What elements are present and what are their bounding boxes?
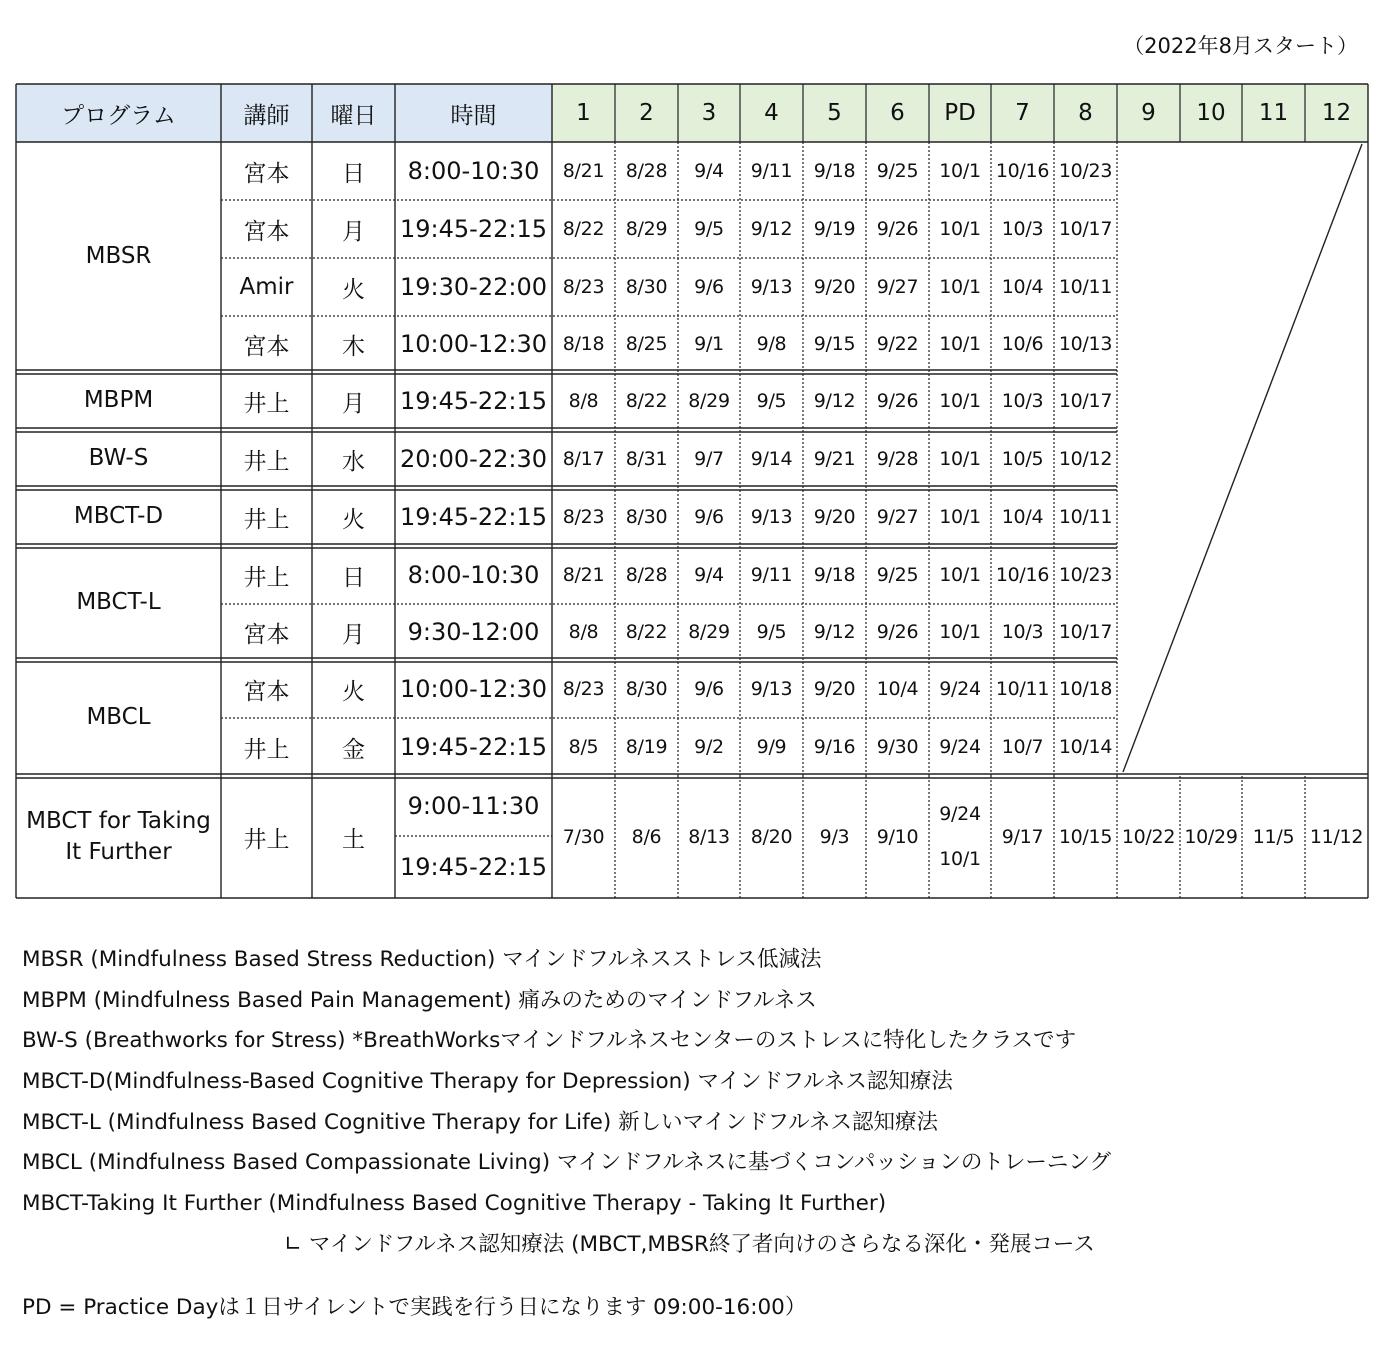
session-date-cell: 9/5 <box>694 218 724 240</box>
header-session-5: 5 <box>827 100 842 126</box>
session-date-cell: 9/13 <box>750 678 793 700</box>
session-date-cell: 8/6 <box>631 826 662 848</box>
weekday-cell: 火 <box>342 506 365 533</box>
program-name-mbcl: MBCL <box>86 704 151 731</box>
instructor-cell: 井上 <box>243 390 290 417</box>
time-cell: 8:00-10:30 <box>407 561 540 589</box>
program-name-mbpm: MBPM <box>83 387 154 414</box>
session-date-cell: 8/5 <box>568 736 599 758</box>
weekday-cell: 火 <box>342 276 365 303</box>
session-date-cell: 10/5 <box>1001 448 1044 470</box>
session-date-cell: 10/1 <box>939 160 981 182</box>
session-date-cell: 9/25 <box>876 160 919 182</box>
instructor-cell: 宮本 <box>243 218 290 245</box>
header-session-11: 11 <box>1258 100 1289 126</box>
instructor-cell: 井上 <box>243 564 290 591</box>
session-date-cell: 10/17 <box>1058 390 1113 412</box>
session-date-cell: 9/11 <box>750 160 793 182</box>
session-date-cell: 9/4 <box>694 160 724 182</box>
session-date-cell: 9/19 <box>813 218 856 240</box>
legend-line-mbct-d: MBCT-D(Mindfulness-Based Cognitive Therapy for Depression) マインドフルネス認知療法 <box>22 1069 953 1095</box>
session-date-cell: 8/22 <box>625 621 668 643</box>
legend-line-mbpm: MBPM (Mindfulness Based Pain Management) 痛みのためのマインドフルネス <box>22 987 817 1013</box>
session-date-cell: 9/24 <box>939 678 981 700</box>
session-date-cell: 9/26 <box>876 390 919 412</box>
session-date-cell: 9/18 <box>813 160 856 182</box>
header-session-9: 9 <box>1141 100 1156 126</box>
session-date-cell: 9/5 <box>756 621 787 643</box>
session-date-cell: 10/16 <box>995 564 1050 586</box>
session-date-cell: 11/5 <box>1252 826 1295 848</box>
session-date-cell: 10/1 <box>939 390 981 412</box>
session-date-cell: 8/13 <box>688 826 730 848</box>
weekday-cell: 日 <box>342 160 365 187</box>
header-session-1: 1 <box>576 100 591 126</box>
session-date-cell: 10/23 <box>1058 564 1113 586</box>
session-date-cell: 10/3 <box>1001 390 1044 412</box>
session-date-cell: 9/20 <box>813 678 856 700</box>
program-name-bw-s: BW-S <box>88 445 149 472</box>
instructor-cell: 宮本 <box>243 678 290 705</box>
time-cell: 19:45-22:15 <box>400 387 547 415</box>
time-cell: 9:00-11:30 <box>407 792 540 820</box>
session-date-cell: 10/3 <box>1001 218 1044 240</box>
header-session-10: 10 <box>1196 100 1226 126</box>
session-date-cell: 9/12 <box>813 390 856 412</box>
weekday-cell: 月 <box>342 218 365 245</box>
session-date-cell: 8/8 <box>568 390 599 412</box>
header-session-PD: PD <box>944 100 976 126</box>
session-date-cell: 9/17 <box>1001 826 1044 848</box>
header-session-4: 4 <box>764 100 779 126</box>
time-cell: 19:30-22:00 <box>400 273 547 301</box>
session-date-cell: 8/31 <box>625 448 668 470</box>
session-date-cell: 10/1 <box>939 621 981 643</box>
session-date-cell: 8/30 <box>625 276 668 298</box>
session-date-cell: 10/6 <box>1001 333 1044 355</box>
session-date-cell: 9/13 <box>750 276 793 298</box>
session-date-cell: 8/23 <box>562 678 605 700</box>
time-cell: 10:00-12:30 <box>400 675 547 703</box>
session-date-cell: 11/12 <box>1309 826 1364 848</box>
session-date-cell: 10/22 <box>1121 826 1176 848</box>
session-date-cell: 9/16 <box>813 736 856 758</box>
legend-line-mbcl: MBCL (Mindfulness Based Compassionate Living) マインドフルネスに基づくコンパッションのトレーニング <box>22 1150 1111 1176</box>
session-date-cell: 10/4 <box>1001 276 1044 298</box>
session-date-cell: 10/29 <box>1184 826 1238 848</box>
instructor-cell: 井上 <box>243 736 290 763</box>
legend-line-mbsr: MBSR (Mindfulness Based Stress Reduction) マインドフルネスストレス低減法 <box>22 947 822 972</box>
header-session-8: 8 <box>1078 100 1093 126</box>
session-date-cell: 9/21 <box>813 448 856 470</box>
session-date-cell: 8/22 <box>562 218 605 240</box>
instructor-cell: 井上 <box>243 448 290 475</box>
session-date-cell: 9/12 <box>813 621 856 643</box>
session-date-cell: 10/3 <box>1001 621 1044 643</box>
session-date-cell: 9/30 <box>876 736 919 758</box>
legend-line-taking-it-further-desc: ∟ マインドフルネス認知療法 (MBCT,MBSR終了者向けのさらなる深化・発展コース <box>284 1231 1095 1257</box>
weekday-cell: 月 <box>342 621 365 648</box>
session-date-cell: 8/28 <box>625 564 668 586</box>
program-name-taking-it-further: MBCT for Taking It Further <box>26 807 211 865</box>
instructor-cell: 井上 <box>243 826 290 853</box>
header-time: 時間 <box>450 102 497 129</box>
session-date-cell: 7/30 <box>562 826 605 848</box>
header-session-12: 12 <box>1321 100 1352 126</box>
session-date-cell: 10/17 <box>1058 218 1113 240</box>
time-cell: 8:00-10:30 <box>407 157 540 185</box>
session-date-cell: 9/6 <box>694 678 724 700</box>
session-date-cell: 8/21 <box>562 160 605 182</box>
weekday-cell: 水 <box>342 448 365 475</box>
session-date-cell: 8/29 <box>688 621 730 643</box>
session-date-cell: 8/28 <box>625 160 668 182</box>
session-date-cell: 8/30 <box>625 506 668 528</box>
session-date-cell: 8/22 <box>625 390 668 412</box>
session-date-cell: 9/2 <box>694 736 724 758</box>
time-cell: 9:30-12:00 <box>407 618 540 646</box>
schedule-table <box>16 84 1368 898</box>
session-date-cell: 10/1 <box>939 333 981 355</box>
session-date-cell: 10/15 <box>1058 826 1113 848</box>
legend-line-taking-it-further: MBCT-Taking It Further (Mindfulness Based Cognitive Therapy - Taking It Further) <box>22 1191 887 1217</box>
header-session-6: 6 <box>890 100 905 126</box>
session-date-cell: 10/1 <box>939 564 981 586</box>
session-date-cell: 9/11 <box>750 564 793 586</box>
header-session-7: 7 <box>1015 100 1030 126</box>
session-date-cell: 8/21 <box>562 564 605 586</box>
session-date-cell: 9/18 <box>813 564 856 586</box>
weekday-cell: 日 <box>342 564 365 591</box>
session-date-cell: 9/27 <box>876 506 919 528</box>
session-date-cell: 10/4 <box>876 678 919 700</box>
session-date-cell: 9/25 <box>876 564 919 586</box>
practice-day-note: PD = Practice Dayは１日サイレントで実践を行う日になります 09:00-16:00） <box>22 1295 807 1320</box>
session-date-cell: 10/17 <box>1058 621 1113 643</box>
time-cell: 19:45-22:15 <box>400 853 547 881</box>
session-date-cell: 9/26 <box>876 218 919 240</box>
legend-line-mbct-l: MBCT-L (Mindfulness Based Cognitive Therapy for Life) 新しいマインドフルネス認知療法 <box>22 1109 939 1135</box>
session-date-cell: 9/9 <box>756 736 787 758</box>
session-date-cell: 9/15 <box>813 333 856 355</box>
session-date-cell: 9/14 <box>750 448 793 470</box>
session-date-cell: 10/16 <box>995 160 1050 182</box>
session-date-cell: 9/28 <box>876 448 919 470</box>
weekday-cell: 金 <box>342 736 365 763</box>
session-date-cell: 10/1 <box>939 276 981 298</box>
session-date-cell: 10/11 <box>1058 276 1113 298</box>
session-date-cell: 9/6 <box>694 276 724 298</box>
session-date-cell: 9/6 <box>694 506 724 528</box>
session-date-cell: 10/14 <box>1058 736 1113 758</box>
session-date-cell: 9/10 <box>876 826 919 848</box>
session-date-cell: 8/8 <box>568 621 599 643</box>
instructor-cell: 宮本 <box>243 333 290 360</box>
instructor-cell: 宮本 <box>243 621 290 648</box>
session-date-cell: 8/25 <box>625 333 668 355</box>
session-date-cell: 9/24 10/1 <box>939 802 981 871</box>
session-date-cell: 9/20 <box>813 506 856 528</box>
session-date-cell: 9/1 <box>694 333 724 355</box>
session-date-cell: 8/20 <box>750 826 793 848</box>
program-name-mbct-l: MBCT-L <box>76 589 161 616</box>
session-date-cell: 9/4 <box>694 564 724 586</box>
time-cell: 19:45-22:15 <box>400 215 547 243</box>
header-weekday: 曜日 <box>330 102 377 129</box>
header-instructor: 講師 <box>243 102 290 129</box>
session-date-cell: 10/13 <box>1058 333 1113 355</box>
session-date-cell: 8/29 <box>625 218 668 240</box>
session-date-cell: 10/23 <box>1058 160 1113 182</box>
session-date-cell: 8/30 <box>625 678 668 700</box>
session-date-cell: 10/12 <box>1058 448 1113 470</box>
session-date-cell: 10/1 <box>939 448 981 470</box>
session-date-cell: 8/23 <box>562 506 605 528</box>
header-program: プログラム <box>61 102 176 129</box>
session-date-cell: 9/5 <box>756 390 787 412</box>
session-date-cell: 10/11 <box>995 678 1050 700</box>
program-name-mbct-d: MBCT-D <box>73 503 164 530</box>
session-date-cell: 10/4 <box>1001 506 1044 528</box>
program-legend <box>22 940 1111 1266</box>
session-date-cell: 8/29 <box>688 390 730 412</box>
time-cell: 20:00-22:30 <box>400 445 547 473</box>
instructor-cell: 井上 <box>243 506 290 533</box>
session-date-cell: 9/12 <box>750 218 793 240</box>
session-date-cell: 10/1 <box>939 218 981 240</box>
session-date-cell: 9/22 <box>876 333 919 355</box>
time-cell: 10:00-12:30 <box>400 330 547 358</box>
weekday-cell: 月 <box>342 390 365 417</box>
session-date-cell: 8/19 <box>625 736 668 758</box>
weekday-cell: 火 <box>342 678 365 705</box>
legend-line-bws: BW-S (Breathworks for Stress) *BreathWorksマインドフルネスセンターのストレスに特化したクラスです <box>22 1028 1077 1054</box>
session-date-cell: 10/7 <box>1001 736 1044 758</box>
session-date-cell: 8/17 <box>562 448 605 470</box>
session-date-cell: 9/24 <box>939 736 981 758</box>
session-date-cell: 9/3 <box>819 826 850 848</box>
header-session-2: 2 <box>639 100 654 126</box>
instructor-cell: Amir <box>239 274 294 300</box>
session-date-cell: 9/13 <box>750 506 793 528</box>
session-date-cell: 9/26 <box>876 621 919 643</box>
session-date-cell: 9/27 <box>876 276 919 298</box>
session-date-cell: 9/8 <box>756 333 787 355</box>
session-date-cell: 10/11 <box>1058 506 1113 528</box>
time-cell: 19:45-22:15 <box>400 503 547 531</box>
session-date-cell: 8/23 <box>562 276 605 298</box>
session-date-cell: 9/7 <box>694 448 724 470</box>
weekday-cell: 土 <box>342 826 365 853</box>
session-date-cell: 10/1 <box>939 506 981 528</box>
instructor-cell: 宮本 <box>243 160 290 187</box>
program-name-mbsr: MBSR <box>85 243 152 270</box>
session-date-cell: 8/18 <box>562 333 605 355</box>
time-cell: 19:45-22:15 <box>400 733 547 761</box>
session-date-cell: 9/20 <box>813 276 856 298</box>
header-session-3: 3 <box>701 100 717 126</box>
weekday-cell: 木 <box>342 333 365 360</box>
start-note: （2022年8月スタート） <box>1123 34 1358 58</box>
session-date-cell: 10/18 <box>1058 678 1113 700</box>
